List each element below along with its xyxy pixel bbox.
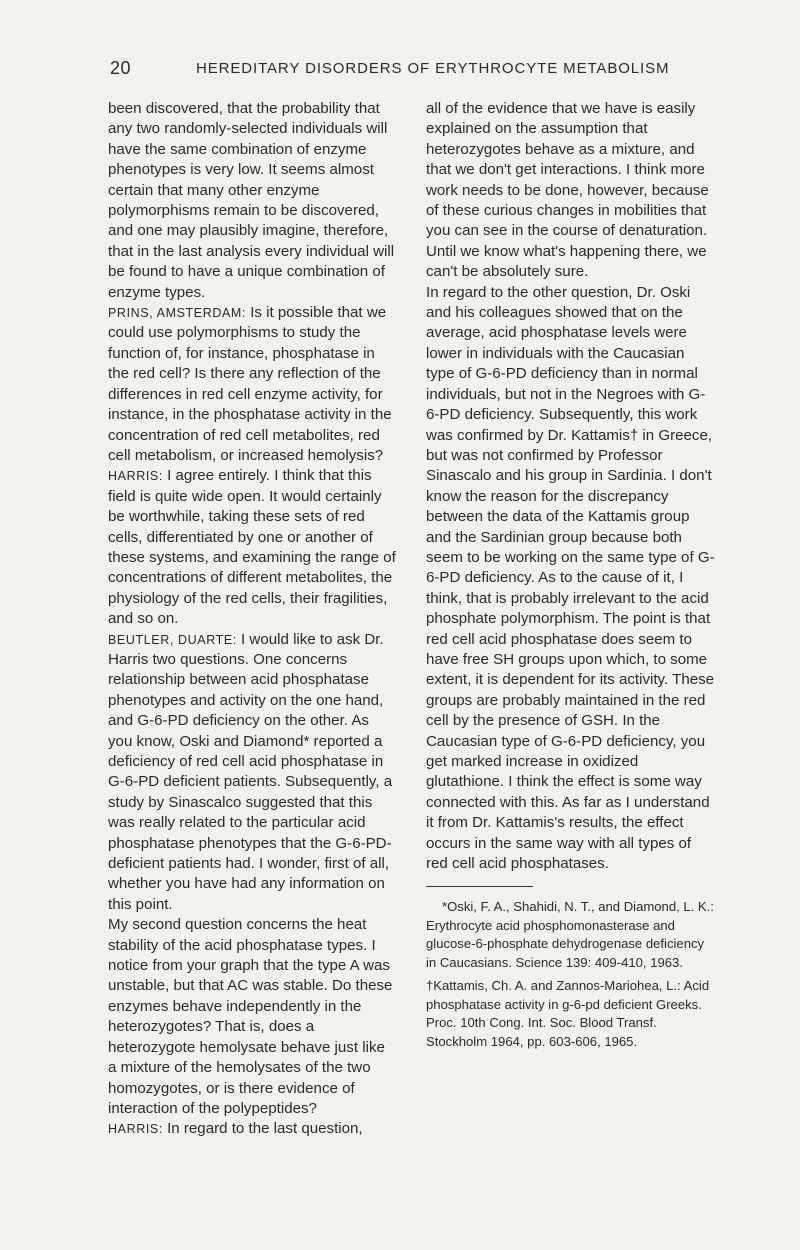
footnote: *Oski, F. A., Shahidi, N. T., and Diamond, L. K.: Erythrocyte acid phosphomonasterase and glucose-6-phosphate dehydrogenase deficiency in Caucasians. Science 139: 409-410, 1963. <box>426 899 714 970</box>
paragraph: been discovered, that the probability that any two randomly-selected individuals will have the same combination of enzyme phenotypes is very low. It seems almost certain that many other enzyme polymorphisms remain to be discovered, and one may plausibly imagine, therefore, that in the last analysis every individual will be found to have a unique combination of enzyme types. <box>108 100 395 301</box>
footnote: †Kattamis, Ch. A. and Zannos-Mariohea, L.: Acid phosphatase activity in g-6-pd deficient Greeks. Proc. 10th Cong. Int. Soc. Blood Transf. Stockholm 1964, pp. 603-606, 1965. <box>426 978 710 1049</box>
paragraph: all of the evidence that we have is easily explained on the assumption that heterozygotes behave as a mixture, and that we don't get interactions. I think more work needs to be done, however, because of these curious changes in mobilities that you can see in the course of denaturation. Until we know what's happening there, we can't be absolutely sure. <box>426 100 709 281</box>
right-column <box>426 99 716 1051</box>
page-number: 20 <box>110 58 132 78</box>
speaker-name: HARRIS: <box>108 1122 163 1137</box>
paragraph-text: In regard to the last question, <box>167 1120 363 1138</box>
paragraph: In regard to the other question, Dr. Oski and his colleagues showed that on the average, acid phosphatase levels were lower in individuals with the Caucasian type of G-6-PD deficiency than in normal individuals, but not in the Negroes with G-6-PD deficiency. Subsequently, this work was confirmed by Dr. Kattamis† in Greece, but was not confirmed by Professor Sinascalo and his group in Sardinia. I don't know the reason for the discrepancy between the data of the Kattamis group and the Sardinian group because both seem to be working on the same type of G-6-PD deficiency. As to the cause of it, I think, that is probably irrelevant to the acid phosphate polymorphism. The point is that red cell acid phosphatase does seem to have free SH groups upon which, to some extent, it is dependent for its activity. These groups are probably maintained in the red cell by the presence of GSH. In the Caucasian type of G-6-PD deficiency, you get marked increase in oxidized glutathione. I think the effect is some way connected with this. As far as I understand it from Dr. Kattamis's results, the effect occurs in the same way with all types of red cell acid phosphatases. <box>426 283 715 873</box>
speaker-name: HARRIS: <box>108 469 163 484</box>
speaker-name: PRINS, AMSTERDAM: <box>108 306 246 321</box>
paragraph <box>108 303 396 466</box>
paragraph <box>108 630 396 916</box>
paragraph: My second question concerns the heat stability of the acid phosphatase types. I notice from your graph that the type A was unstable, but that AC was stable. Do these enzymes behave independently in the heterozygotes? That is, does a heterozygote hemolysate behave just like a mixture of the hemolysates of the two homozygotes, or is there evidence of interaction of the polypeptides? <box>108 916 393 1117</box>
left-column <box>108 99 396 1140</box>
paragraph <box>108 466 396 629</box>
running-title: HEREDITARY DISORDERS OF ERYTHROCYTE METABOLISM <box>196 60 670 77</box>
page-header <box>0 58 800 88</box>
paragraph-text: I would like to ask Dr. Harris two questions. One concerns relationship between acid phosphatase phenotypes and activity on the one hand, and G-6-PD deficiency on the other. As you know, Oski and Diamond* reported a deficiency of red cell acid phosphatase in G-6-PD deficient patients. Subsequently, a study by Sinascalco suggested that this was really related to the particular acid phosphatase phenotypes that the G-6-PD-deficient patients had. I wonder, first of all, whether you have had any information on this point. <box>108 630 393 913</box>
paragraph-text: Is it possible that we could use polymorphisms to study the function of, for instance, phosphatase in the red cell? Is there any reflection of the differences in red cell enzyme activity, for instance, in the phosphatase activity in the concentration of red cell metabolites, red cell metabolism, or increased hemolysis? <box>108 304 392 464</box>
speaker-name: BEUTLER, DUARTE: <box>108 632 237 647</box>
paragraph <box>108 1119 396 1139</box>
paragraph-text: I agree entirely. I think that this field is quite wide open. It would certainly be worthwhile, taking these sets of red cells, differentiated by one or another of these systems, and examining the range of concentrations of different metabolites, the physiology of the red cells, their fragilities, and so on. <box>108 467 396 628</box>
footnote-divider <box>426 886 533 887</box>
